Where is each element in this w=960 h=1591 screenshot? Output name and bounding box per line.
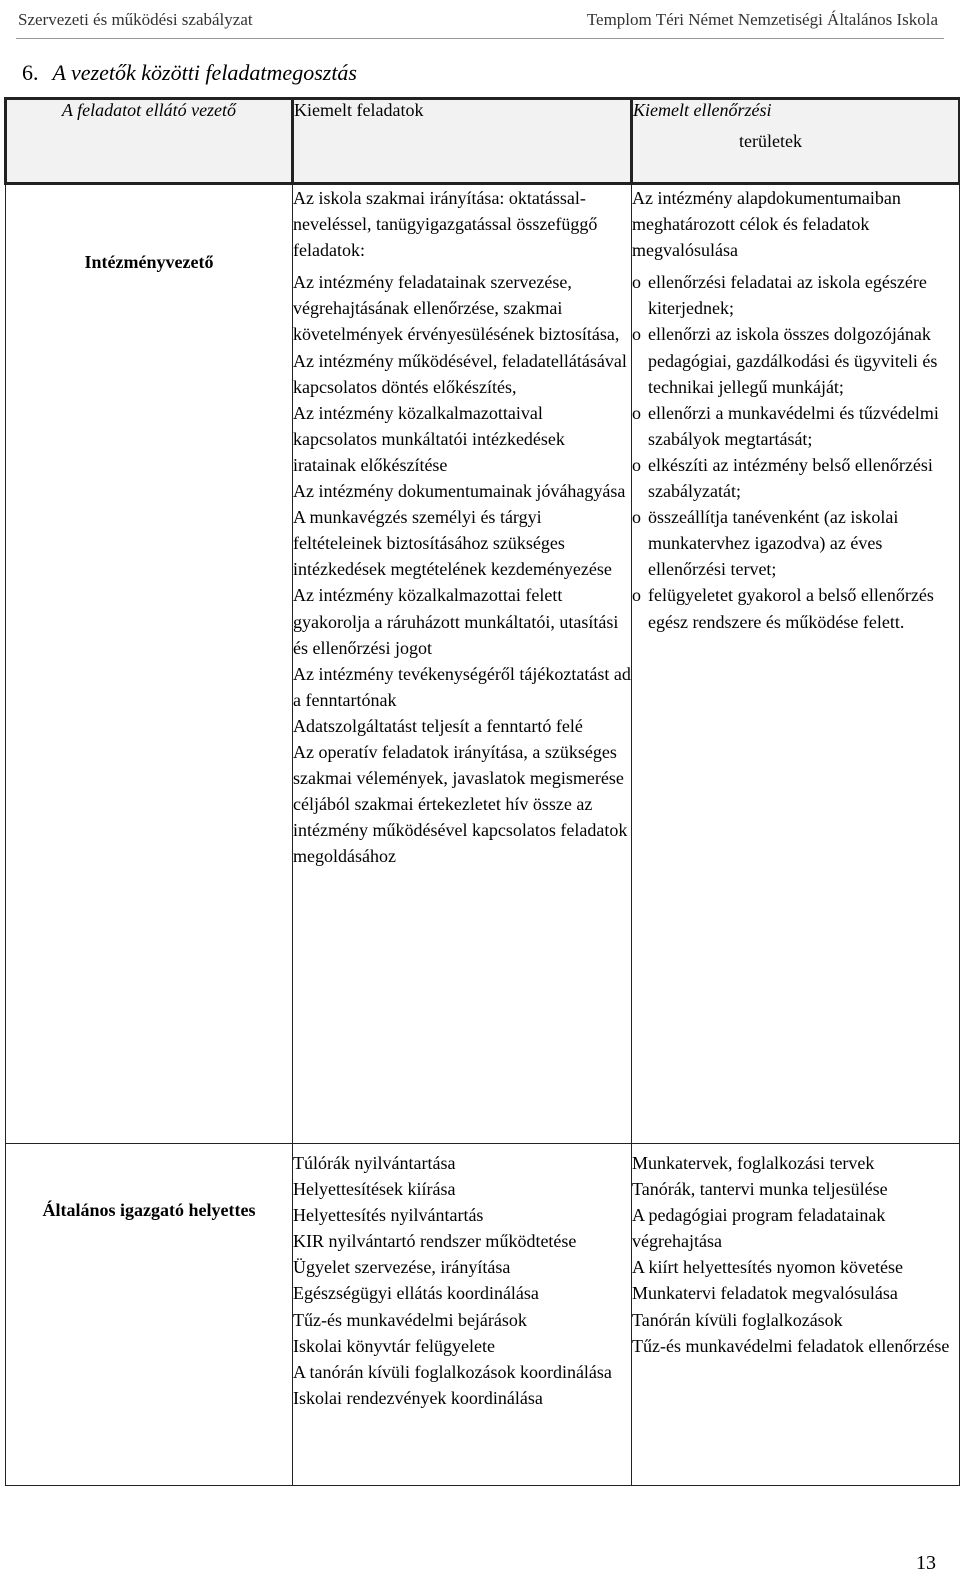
task-item: Az intézmény közalkalmazottai felett gyakorolja a ráruházott munkáltatói, utasítási és ellenőrzési jogot [293, 585, 619, 658]
leader-task-table [4, 97, 960, 1486]
header-leader: A feladatot ellátó vezető [6, 99, 293, 184]
control-item: A kiírt helyettesítés nyomon követése [632, 1257, 903, 1278]
control-item: Munkatervek, foglalkozási tervek [632, 1153, 875, 1173]
task-item: A munkavégzés személyi és tárgyi feltételeinek biztosításához szükséges intézkedések megtételének kezdeményezése [293, 507, 612, 580]
task-item: A tanórán kívüli foglalkozások koordinálása [293, 1361, 612, 1382]
list-item [632, 321, 959, 399]
control-cell [632, 1144, 960, 1486]
bullet-icon: o [632, 324, 641, 345]
control-intro: Az intézmény alapdokumentumaiban meghatározott célok és feladatok megvalósulása [632, 188, 901, 261]
control-item-text: összeállítja tanévenként (az iskolai munkatervhez igazodva) az éves ellenőrzési tervet; [648, 507, 899, 580]
section-title-text: A vezetők közötti feladatmegosztás [52, 60, 357, 85]
task-item: Adatszolgáltatást teljesít a fenntartó felé [293, 715, 583, 736]
page-number: 13 [916, 1552, 936, 1574]
task-item: Helyettesítés nyilvántartás [293, 1205, 484, 1226]
task-item: Ügyelet szervezése, irányítása [293, 1257, 511, 1278]
task-item: Az intézmény közalkalmazottaival kapcsolatos munkáltatói intézkedések iratainak előkészítése [293, 402, 565, 475]
task-item: Az operatív feladatok irányítása, a szükséges szakmai vélemények, javaslatok megismerése céljából szakmai értekezletet hív össze az intézmény működésével kapcsolatos feladatok megoldásához [293, 741, 628, 867]
control-item-text: ellenőrzi az iskola összes dolgozójának pedagógiai, gazdálkodási és ügyviteli és technikai jellegű munkáját; [648, 324, 938, 397]
header-control [632, 99, 960, 184]
control-list [632, 269, 959, 634]
bullet-icon: o [632, 454, 641, 475]
document-title: Szervezeti és működési szabályzat [18, 10, 253, 29]
list-item [632, 269, 959, 321]
control-item: Munkatervi feladatok megvalósulása [632, 1283, 898, 1304]
section-number: 6. [22, 60, 39, 85]
bullet-icon: o [632, 402, 641, 423]
list-item [632, 504, 959, 582]
task-item: Túlórák nyilvántartása [293, 1153, 456, 1173]
tasks-cell [293, 1144, 632, 1486]
task-item: Az intézmény működésével, feladatellátásával kapcsolatos döntés előkészítés, [293, 350, 627, 397]
table-header-row [6, 99, 960, 184]
task-item: Helyettesítések kiírása [293, 1179, 456, 1200]
list-item [632, 582, 959, 634]
list-item [632, 452, 959, 504]
task-item: Iskolai rendezvények koordinálása [293, 1387, 543, 1408]
section-heading [22, 60, 357, 86]
header-control-line2: területek [739, 131, 802, 151]
control-item-text: ellenőrzi a munkavédelmi és tűzvédelmi szabályok megtartását; [648, 402, 939, 449]
control-item: Tanórán kívüli foglalkozások [632, 1309, 843, 1330]
page-header [16, 6, 944, 32]
header-tasks: Kiemelt feladatok [293, 99, 632, 184]
control-item-text: elkészíti az intézmény belső ellenőrzési szabályzatát; [648, 454, 933, 502]
control-item-text: ellenőrzési feladatai az iskola egészére kiterjednek; [648, 272, 927, 319]
table-row [6, 1144, 960, 1486]
task-item: Tűz-és munkavédelmi bejárások [293, 1309, 527, 1330]
task-item: Az iskola szakmai irányítása: oktatással-neveléssel, tanügyigazgatással összefüggő feladatok: [293, 188, 598, 261]
task-item: KIR nyilvántartó rendszer működtetése [293, 1231, 577, 1252]
task-item: Iskolai könyvtár felügyelete [293, 1335, 495, 1356]
bullet-icon: o [632, 585, 641, 606]
control-item: Tűz-és munkavédelmi feladatok ellenőrzése [632, 1335, 950, 1356]
task-item: Egészségügyi ellátás koordinálása [293, 1283, 539, 1304]
tasks-cell [293, 184, 632, 1144]
school-name: Templom Téri Német Nemzetiségi Általános Iskola [586, 10, 938, 29]
task-item: Az intézmény tevékenységéről tájékoztatást ad a fenntartónak [293, 663, 631, 710]
role-label: Általános igazgató helyettes [42, 1200, 256, 1220]
role-label: Intézményvezető [84, 252, 214, 272]
header-divider [16, 38, 944, 39]
role-cell [6, 184, 293, 1144]
header-control-line1: Kiemelt ellenőrzési [633, 100, 772, 120]
task-item: Az intézmény dokumentumainak jóváhagyása [293, 481, 626, 502]
control-item-text: felügyeletet gyakorol a belső ellenőrzés egész rendszere és működése felett. [648, 585, 934, 632]
role-cell [6, 1144, 293, 1486]
table-row [6, 184, 960, 1144]
bullet-icon: o [632, 272, 641, 293]
list-item [632, 400, 959, 452]
task-item: Az intézmény feladatainak szervezése, végrehajtásának ellenőrzése, szakmai követelmények érvényesülésének biztosítása, [293, 272, 620, 345]
control-item: Tanórák, tantervi munka teljesülése [632, 1179, 888, 1200]
bullet-icon: o [632, 507, 641, 528]
control-cell [632, 184, 960, 1144]
control-item: A pedagógiai program feladatainak végrehajtása [632, 1205, 886, 1252]
